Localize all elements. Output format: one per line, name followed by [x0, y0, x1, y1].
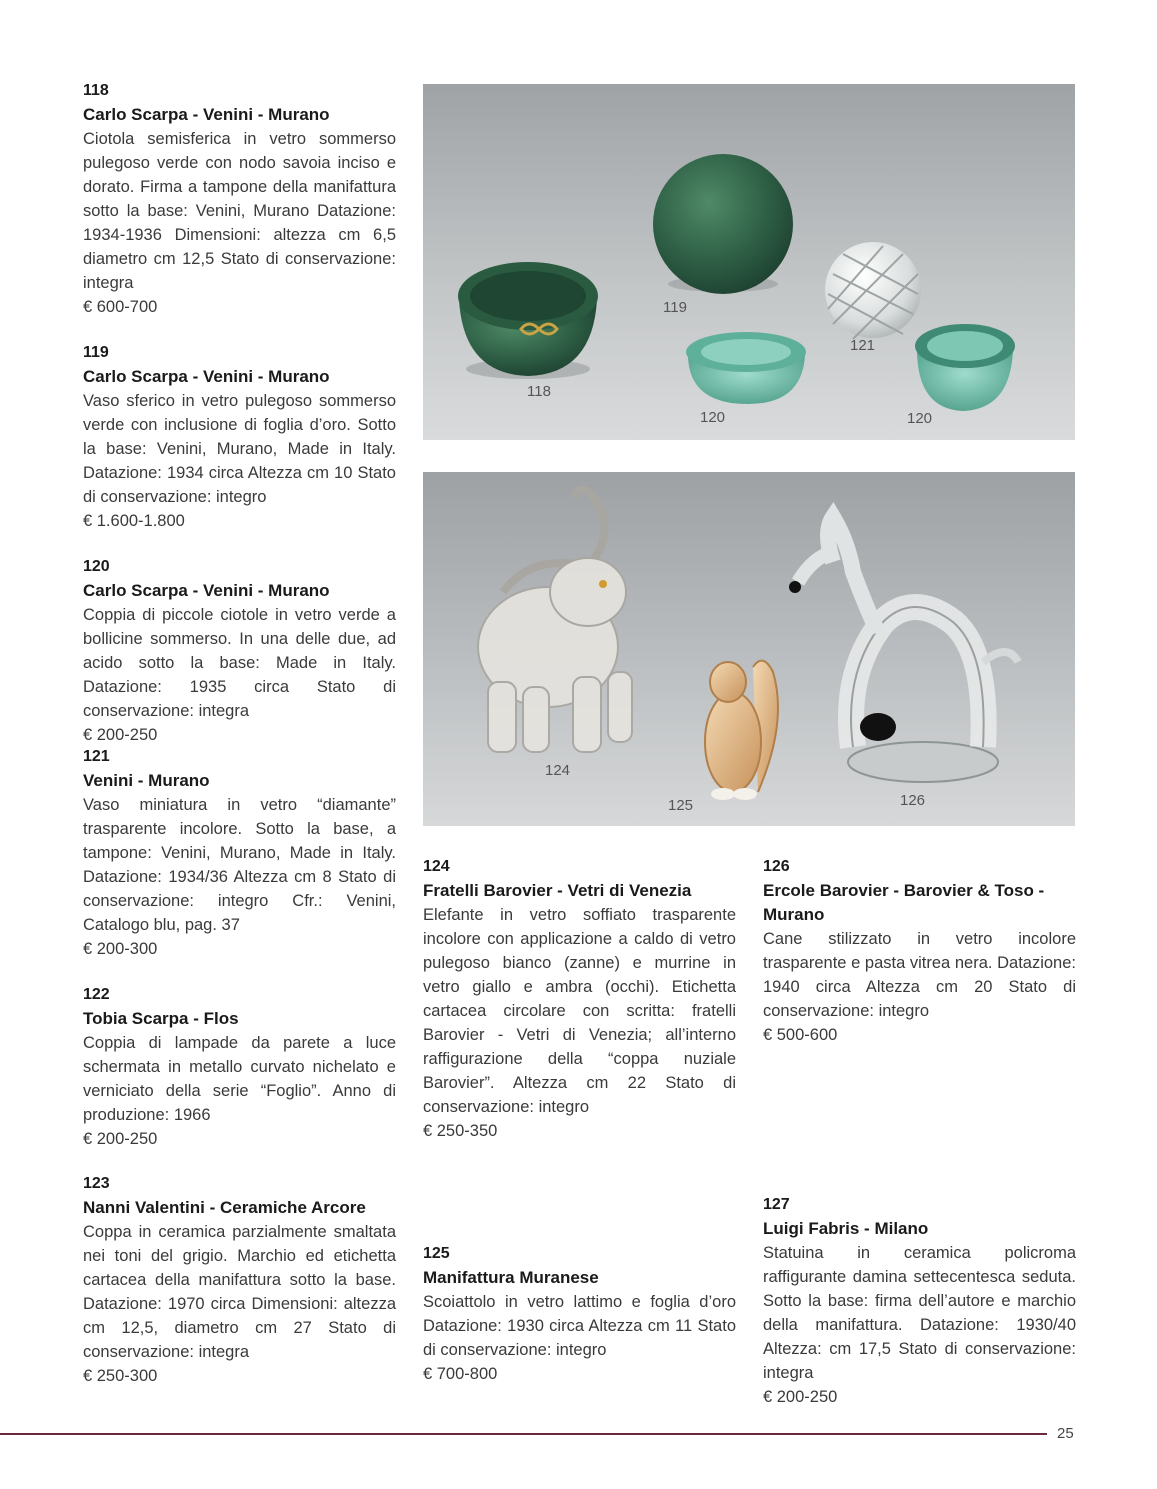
lot-title: Carlo Scarpa - Venini - Murano [83, 105, 330, 124]
lot-description: Vaso sferico in vetro pulegoso sommerso verde con inclusione di foglia d’oro. Sotto la base: Venini, Murano, Made in Italy. Datazione: 1934 circa Altezza cm 10 Stato di conservazione: integro [83, 392, 396, 506]
photo-caption: 120 [907, 410, 933, 427]
lot-number: 120 [83, 558, 110, 575]
lot-119 [83, 341, 396, 533]
lot-127 [763, 1193, 1076, 1409]
lot-description: Coppa in ceramica parzialmente smaltata nei toni del grigio. Marchio ed etichetta cartacea della manifattura sotto la base. Datazione: 1970 circa Dimensioni: altezza cm 12,5, diametro cm 27 Stato di conservazione: integra [83, 1223, 396, 1361]
lot-number: 124 [423, 858, 450, 875]
lot-126 [763, 855, 1076, 1047]
lot-number: 126 [763, 858, 790, 875]
lot-price: € 500-600 [763, 1026, 838, 1044]
photo-lots-124-126 [423, 472, 1075, 826]
lot-number: 121 [83, 748, 110, 765]
lot-title: Carlo Scarpa - Venini - Murano [83, 581, 330, 600]
lot-price: € 200-250 [763, 1388, 838, 1406]
photo-caption: 125 [668, 797, 694, 814]
lot-title: Manifattura Muranese [423, 1268, 599, 1287]
lot-price: € 200-250 [83, 1130, 158, 1148]
lot-price: € 1.600-1.800 [83, 512, 185, 530]
lot-price: € 700-800 [423, 1365, 498, 1383]
lot-title: Fratelli Barovier - Vetri di Venezia [423, 881, 692, 900]
lot-number: 118 [83, 82, 109, 99]
lot-number: 125 [423, 1245, 450, 1262]
lot-number: 122 [83, 986, 110, 1003]
lot-description: Coppia di lampade da parete a luce schermata in metallo curvato nichelato e verniciato della serie “Foglio”. Anno di produzione: 1966 [83, 1034, 396, 1124]
lot-price: € 600-700 [83, 298, 158, 316]
lot-price: € 250-350 [423, 1122, 498, 1140]
photo-lots-118-121 [423, 84, 1075, 440]
photo-caption: 124 [545, 762, 571, 779]
photo-caption: 118 [527, 383, 551, 400]
lot-description: Statuina in ceramica policroma raffigurante damina settecentesca seduta. Sotto la base: firma dell’autore e marchio della manifattura. Datazione: 1930/40 Altezza: cm 17,5 Stato di conservazione: integra [763, 1244, 1076, 1382]
lot-price: € 200-300 [83, 940, 158, 958]
page-number: 25 [1057, 1425, 1074, 1442]
lot-price: € 200-250 [83, 726, 158, 744]
photo-caption: 120 [700, 409, 726, 426]
lot-title: Luigi Fabris - Milano [763, 1219, 929, 1238]
photo-caption: 126 [900, 792, 926, 809]
photo-caption: 121 [850, 337, 876, 354]
lot-description: Cane stilizzato in vetro incolore trasparente e pasta vitrea nera. Datazione: 1940 circa Altezza cm 20 Stato di conservazione: integro [763, 930, 1076, 1020]
lot-title: Carlo Scarpa - Venini - Murano [83, 367, 330, 386]
lot-description: Vaso miniatura in vetro “diamante” trasparente incolore. Sotto la base, a tampone: Venini, Murano, Made in Italy. Datazione: 1934/36 Altezza cm 8 Stato di conservazione: integro Cfr.: Venini, Catalogo blu, pag. 37 [83, 796, 396, 934]
lot-description: Ciotola semisferica in vetro sommerso pulegoso verde con nodo savoia inciso e dorato. Firma a tampone della manifattura sotto la base: Venini, Murano Datazione: 1934-1936 Dimensioni: altezza cm 6,5 diametro cm 12,5 Stato di conservazione: integra [83, 130, 396, 292]
lot-121 [83, 745, 396, 961]
lot-description: Coppia di piccole ciotole in vetro verde a bollicine sommerso. In una delle due, ad acido sotto la base: Made in Italy. Datazione: 1935 circa Stato di conservazione: integra [83, 606, 396, 720]
lot-title: Venini - Murano [83, 771, 210, 790]
lot-number: 123 [83, 1175, 110, 1192]
lot-118 [83, 79, 396, 319]
lot-title: Ercole Barovier - Barovier & Toso - Murano [763, 881, 1045, 924]
photo-caption: 119 [663, 299, 687, 316]
lot-title: Tobia Scarpa - Flos [83, 1009, 239, 1028]
lot-description: Scoiattolo in vetro lattimo e foglia d’oro Datazione: 1930 circa Altezza cm 11 Stato di conservazione: integro [423, 1293, 736, 1359]
lot-125 [423, 1242, 736, 1386]
lot-120 [83, 555, 396, 747]
lot-price: € 250-300 [83, 1367, 158, 1385]
lot-123 [83, 1172, 396, 1388]
lot-description: Elefante in vetro soffiato trasparente incolore con applicazione a caldo di vetro pulegoso bianco (zanne) e murrine in vetro giallo e ambra (occhi). Etichetta cartacea circolare con scritta: fratelli Barovier - Vetri di Venezia; all’interno raffigurazione della “coppa nuziale Barovier”. Altezza cm 22 Stato di conservazione: integro [423, 906, 736, 1116]
lot-122 [83, 983, 396, 1151]
lot-title: Nanni Valentini - Ceramiche Arcore [83, 1198, 366, 1217]
lot-number: 127 [763, 1196, 790, 1213]
lot-124 [423, 855, 736, 1143]
lot-number: 119 [83, 344, 109, 361]
footer-rule [0, 1433, 1047, 1435]
